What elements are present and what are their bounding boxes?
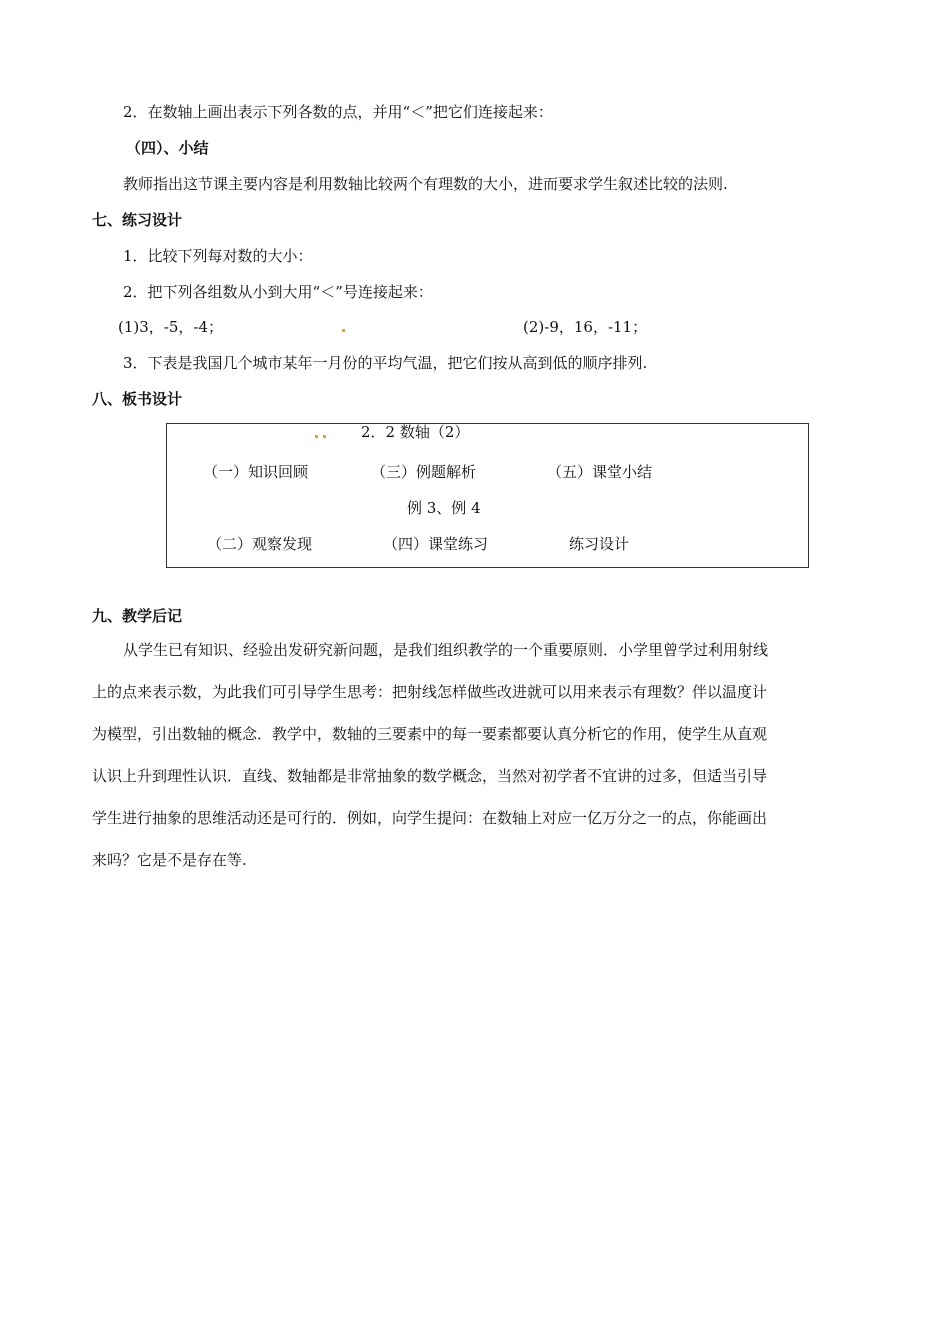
practice-item-2-part-1: (1)3，-5，-4； — [118, 318, 224, 336]
postscript-line: 为模型，引出数轴的概念．教学中，数轴的三要素中的每一要素都要认真分析它的作用，使学生从直观 — [92, 725, 768, 743]
postscript-line: 从学生已有知识、经验出发研究新问题，是我们组织教学的一个重要原则．小学里曾学过利用射线 — [123, 641, 769, 659]
decorative-dot — [323, 435, 326, 438]
board-title: 2．2 数轴（2） — [361, 423, 470, 441]
postscript-paragraph — [92, 640, 862, 880]
board-heading: 八、板书设计 — [92, 390, 183, 408]
practice-item-3: 3．下表是我国几个城市某年一月份的平均气温，把它们按从高到低的顺序排列. — [123, 354, 648, 372]
postscript-line: 来吗？它是不是存在等. — [92, 851, 247, 869]
board-cell-class-summary: （五）课堂小结 — [547, 463, 653, 481]
postscript-heading: 九、教学后记 — [92, 607, 183, 625]
practice-item-2-part-2: (2)-9，16，-11； — [523, 318, 648, 336]
postscript-line: 认识上升到理性认识．直线、数轴都是非常抽象的数学概念，当然对初学者不宜讲的过多，但适当引导 — [92, 767, 768, 785]
summary-text: 教师指出这节课主要内容是利用数轴比较两个有理数的大小，进而要求学生叙述比较的法则. — [123, 175, 728, 193]
practice-item-2: 2．把下列各组数从小到大用“＜”号连接起来： — [123, 283, 433, 301]
board-practice-design: 练习设计 — [569, 535, 630, 553]
summary-heading: （四）、小结 — [126, 139, 209, 157]
postscript-line: 上的点来表示数，为此我们可引导学生思考：把射线怎样做些改进就可以用来表示有理数？伴以温度计 — [92, 683, 768, 701]
postscript-line: 学生进行抽象的思维活动还是可行的．例如，向学生提问：在数轴上对应一亿万分之一的点，你能画出 — [92, 809, 768, 827]
board-design-box — [166, 423, 809, 568]
board-examples: 例 3、例 4 — [407, 499, 481, 517]
board-cell-observe-discover: （二）观察发现 — [207, 535, 313, 553]
decorative-dot — [315, 435, 318, 438]
practice-heading: 七、练习设计 — [92, 211, 183, 229]
board-cell-knowledge-review: （一）知识回顾 — [203, 463, 309, 481]
board-cell-example-analysis: （三）例题解析 — [371, 463, 477, 481]
practice-item-1: 1．比较下列每对数的大小： — [123, 247, 313, 265]
board-cell-class-practice: （四）课堂练习 — [383, 535, 489, 553]
decorative-dot — [342, 329, 345, 332]
item-draw-number-axis: 2．在数轴上画出表示下列各数的点，并用“＜”把它们连接起来： — [123, 103, 553, 121]
